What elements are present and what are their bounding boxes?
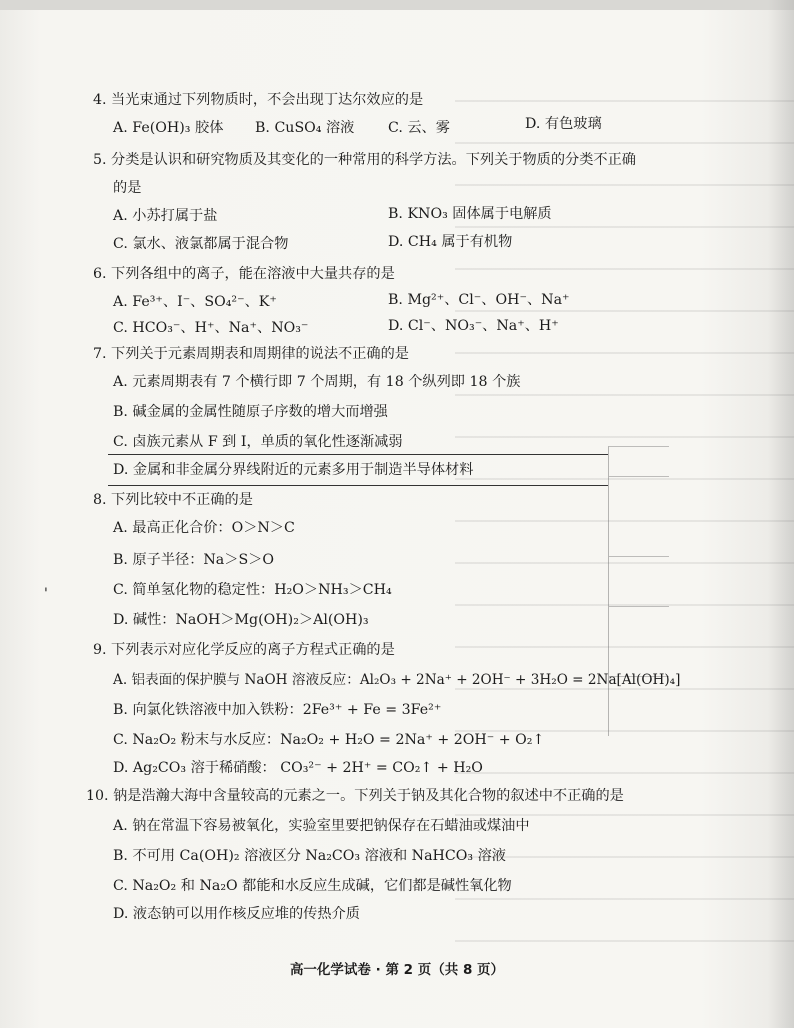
q8-option-b: B. 原子半径：Na＞S＞O [113,552,274,568]
q4-stem: 4. 当光束通过下列物质时，不会出现丁达尔效应的是 [93,92,424,108]
q6-stem: 6. 下列各组中的离子，能在溶液中大量共存的是 [93,266,395,282]
q10-option-b: B. 不可用 Ca(OH)₂ 溶液区分 Na₂CO₃ 溶液和 NaHCO₃ 溶液 [113,848,506,864]
q6-option-a: A. Fe³⁺、I⁻、SO₄²⁻、K⁺ [113,294,277,310]
q8-option-d: D. 碱性：NaOH＞Mg(OH)₂＞Al(OH)₃ [113,612,369,628]
q6-option-b: B. Mg²⁺、Cl⁻、OH⁻、Na⁺ [388,292,570,308]
q4-option-d: D. 有色玻璃 [525,116,602,132]
q4-option-c: C. 云、雾 [388,120,450,136]
q5-option-c: C. 氯水、液氯都属于混合物 [113,236,289,252]
q6-option-c: C. HCO₃⁻、H⁺、Na⁺、NO₃⁻ [113,320,309,336]
q7-stem: 7. 下列关于元素周期表和周期律的说法不正确的是 [93,346,409,362]
q9-option-c: C. Na₂O₂ 粉末与水反应：Na₂O₂ + H₂O = 2Na⁺ + 2OH⁻ + O₂↑ [113,732,545,748]
q5-stem-line2: 的是 [113,180,142,196]
bleed-through-table [608,446,669,736]
q5-option-d: D. CH₄ 属于有机物 [388,234,513,250]
scan-edge-right [768,0,794,1028]
scan-edge-top [0,0,794,10]
margin-mark: ' [44,586,48,602]
q4-option-a: A. Fe(OH)₃ 胶体 [113,120,224,136]
q8-option-a: A. 最高正化合价：O＞N＞C [113,520,295,536]
q5-option-a: A. 小苏打属于盐 [113,208,218,224]
q5-option-b: B. KNO₃ 固体属于电解质 [388,206,552,222]
q7-option-c: C. 卤族元素从 F 到 I，单质的氧化性逐渐减弱 [113,434,403,450]
q6-option-d: D. Cl⁻、NO₃⁻、Na⁺、H⁺ [388,318,559,334]
q8-option-c: C. 简单氢化物的稳定性：H₂O＞NH₃＞CH₄ [113,582,392,598]
q9-stem: 9. 下列表示对应化学反应的离子方程式正确的是 [93,642,395,658]
q4-option-b: B. CuSO₄ 溶液 [255,120,355,136]
q10-stem: 10. 钠是浩瀚大海中含量较高的元素之一。下列关于钠及其化合物的叙述中不正确的是 [86,788,624,804]
q9-option-a: A. 铝表面的保护膜与 NaOH 溶液反应：Al₂O₃ + 2Na⁺ + 2OH⁻ + 3H₂O = 2Na[Al(OH)₄] [113,672,681,688]
q9-option-d: D. Ag₂CO₃ 溶于稀硝酸： CO₃²⁻ + 2H⁺ = CO₂↑ + H₂O [113,760,483,776]
q7-option-d: D. 金属和非金属分界线附近的元素多用于制造半导体材料 [113,462,474,478]
q8-stem: 8. 下列比较中不正确的是 [93,492,253,508]
q5-stem-line1: 5. 分类是认识和研究物质及其变化的一种常用的科学方法。下列关于物质的分类不正确 [93,152,636,168]
q7-option-b: B. 碱金属的金属性随原子序数的增大而增强 [113,404,388,420]
q10-option-d: D. 液态钠可以用作核反应堆的传热介质 [113,906,360,922]
q7-option-a: A. 元素周期表有 7 个横行即 7 个周期，有 18 个纵列即 18 个族 [113,374,521,390]
q10-option-c: C. Na₂O₂ 和 Na₂O 都能和水反应生成碱，它们都是碱性氧化物 [113,878,512,894]
page-footer: 高一化学试卷 · 第 2 页（共 8 页） [289,962,505,978]
q10-option-a: A. 钠在常温下容易被氧化，实验室里要把钠保存在石蜡油或煤油中 [113,818,530,834]
q9-option-b: B. 向氯化铁溶液中加入铁粉：2Fe³⁺ + Fe = 3Fe²⁺ [113,702,442,718]
